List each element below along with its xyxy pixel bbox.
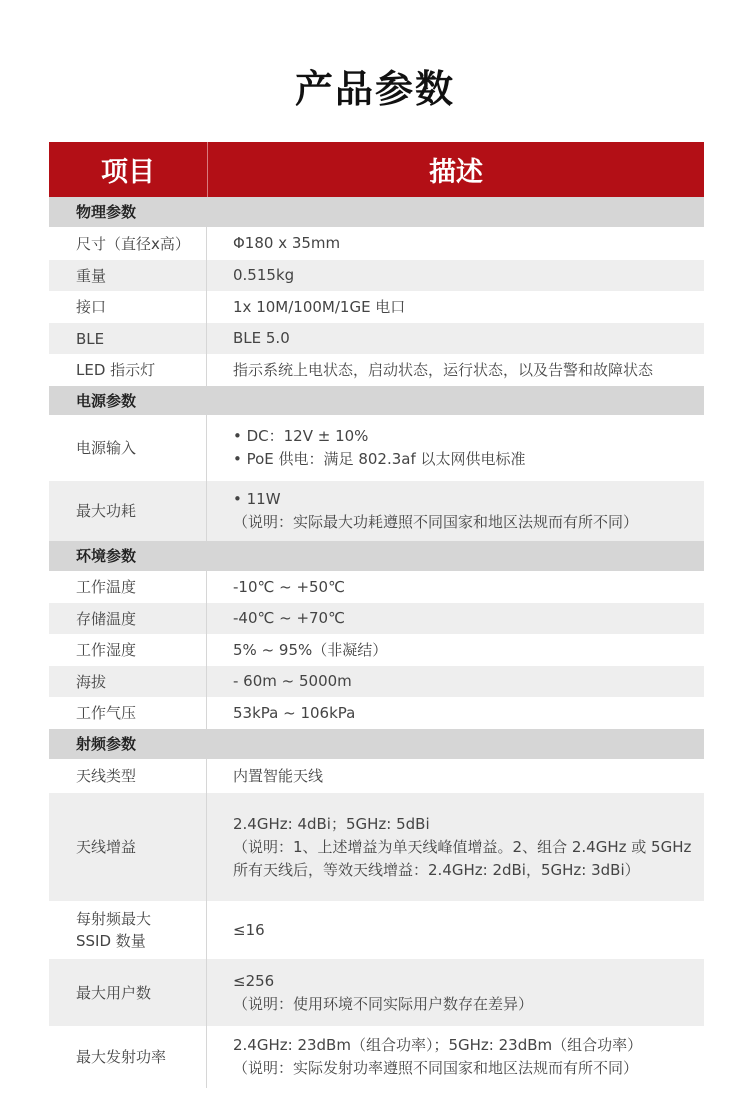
table-row <box>49 323 704 354</box>
param-name: 每射频最大 SSID 数量 <box>49 901 207 959</box>
value-line: BLE 5.0 <box>233 329 290 347</box>
table-row <box>49 571 704 603</box>
section-label: 物理参数 <box>49 197 207 227</box>
param-name: LED 指示灯 <box>49 354 207 386</box>
value-line: （说明：实际发射功率遵照不同国家和地区法规而有所不同） <box>233 1059 639 1077</box>
value-line: ≤256 <box>233 971 275 990</box>
value-line: - 60m ~ 5000m <box>233 672 352 690</box>
value-line: 53kPa ~ 106kPa <box>233 703 356 722</box>
value-line: • PoE 供电：满足 802.3af 以太网供电标准 <box>233 450 526 468</box>
param-value <box>207 323 704 354</box>
param-name: 工作湿度 <box>49 634 207 666</box>
value-line: 0.515kg <box>233 266 295 284</box>
table-row <box>49 759 704 793</box>
table-header <box>49 142 704 197</box>
param-value <box>207 386 704 415</box>
param-name: 存储温度 <box>49 603 207 634</box>
table-row <box>49 291 704 323</box>
param-value <box>207 571 704 603</box>
table-row <box>49 697 704 729</box>
value-line: 2.4GHz: 4dBi；5GHz: 5dBi <box>233 814 430 833</box>
header-item: 项目 <box>49 142 208 197</box>
table-row <box>49 260 704 291</box>
value-line: （说明：1、上述增益为单天线峰值增益。2、组合 2.4GHz 或 5GHz 所有天线后，等效天线增益：2.4GHz: 2dBi，5GHz: 3dBi） <box>233 837 692 879</box>
spec-table <box>49 142 704 1088</box>
param-name: BLE <box>49 323 207 354</box>
value-line: -10℃ ~ +50℃ <box>233 577 345 596</box>
param-value <box>207 415 704 481</box>
param-name: 最大功耗 <box>49 481 207 541</box>
page-title: 产品参数 <box>294 67 455 111</box>
param-value <box>207 197 704 227</box>
value-line: • 11W <box>233 490 281 508</box>
param-value <box>207 227 704 260</box>
section-label: 射频参数 <box>49 729 207 759</box>
table-row <box>49 959 704 1026</box>
param-value <box>207 1026 704 1088</box>
param-value <box>207 729 704 759</box>
value-line: 1x 10M/100M/1GE 电口 <box>233 297 406 316</box>
param-value <box>207 759 704 793</box>
param-name: 重量 <box>49 260 207 291</box>
param-value <box>207 260 704 291</box>
header-description: 描述 <box>429 157 483 188</box>
value-line: 2.4GHz: 23dBm（组合功率）；5GHz: 23dBm（组合功率） <box>233 1036 643 1054</box>
param-name: 最大发射功率 <box>49 1026 207 1088</box>
param-value <box>207 901 704 959</box>
value-line: ≤16 <box>233 920 265 939</box>
value-line: （说明：使用环境不同实际用户数存在差异） <box>233 994 534 1013</box>
value-line: （说明：实际最大功耗遵照不同国家和地区法规而有所不同） <box>233 513 639 531</box>
value-line: 内置智能天线 <box>233 766 324 785</box>
param-value <box>207 603 704 634</box>
table-row <box>49 666 704 697</box>
section-label: 环境参数 <box>49 541 207 571</box>
table-row <box>49 415 704 481</box>
param-value <box>207 697 704 729</box>
value-line: Φ180 x 35mm <box>233 234 341 252</box>
section-row <box>49 386 704 415</box>
param-value <box>207 666 704 697</box>
table-row <box>49 901 704 959</box>
param-name: 工作气压 <box>49 697 207 729</box>
value-line: 5% ~ 95%（非凝结） <box>233 640 388 659</box>
table-row <box>49 634 704 666</box>
value-line: -40℃ ~ +70℃ <box>233 609 345 627</box>
table-row <box>49 1026 704 1088</box>
param-name: 电源输入 <box>49 415 207 481</box>
table-row <box>49 481 704 541</box>
param-name: 天线增益 <box>49 793 207 901</box>
param-value <box>207 541 704 571</box>
section-row <box>49 729 704 759</box>
param-name: 接口 <box>49 291 207 323</box>
section-row <box>49 197 704 227</box>
param-value <box>207 481 704 541</box>
table-row <box>49 354 704 386</box>
param-value <box>207 959 704 1026</box>
param-value <box>207 291 704 323</box>
param-value <box>207 634 704 666</box>
table-row <box>49 793 704 901</box>
table-body <box>49 197 704 1088</box>
param-name: 尺寸（直径x高） <box>49 227 207 260</box>
value-line: 指示系统上电状态，启动状态，运行状态，以及告警和故障状态 <box>233 360 654 379</box>
param-value <box>207 354 704 386</box>
param-value <box>207 793 704 901</box>
value-line: • DC：12V ± 10% <box>233 427 369 445</box>
param-name: 工作温度 <box>49 571 207 603</box>
section-label: 电源参数 <box>49 386 207 415</box>
param-name: 海拔 <box>49 666 207 697</box>
table-row <box>49 603 704 634</box>
param-name: 天线类型 <box>49 759 207 793</box>
table-row <box>49 227 704 260</box>
param-name: 最大用户数 <box>49 959 207 1026</box>
section-row <box>49 541 704 571</box>
